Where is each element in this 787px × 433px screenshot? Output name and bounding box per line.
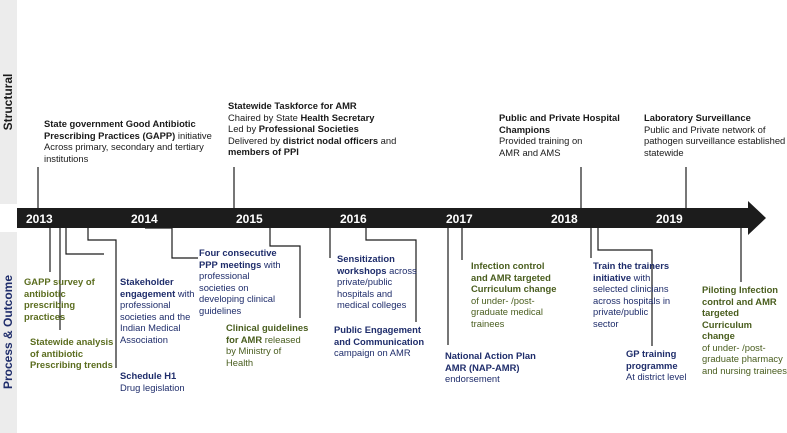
year-2013: 2013 <box>26 212 53 226</box>
statewide-analysis: Statewide analysis of antibiotic Prescribing trends <box>30 336 114 370</box>
year-2018: 2018 <box>551 212 578 226</box>
statewide-taskforce: Statewide Taskforce for AMR Chaired by State Health Secretary Led by Professional Societies Delivered by district nodal officers and members of PPI <box>228 100 397 157</box>
ppp-meetings: Four consecutive PPP meetings with professional societies on developing clinical guidelines <box>199 247 281 316</box>
year-2016: 2016 <box>340 212 367 226</box>
gapp-survey: GAPP survey of antibiotic prescribing practices <box>24 276 95 322</box>
year-2014: 2014 <box>131 212 158 226</box>
laboratory-surveillance: Laboratory Surveillance Public and Private network of pathogen surveillance established statewide <box>644 112 786 158</box>
year-2017: 2017 <box>446 212 473 226</box>
year-2015: 2015 <box>236 212 263 226</box>
piloting-curriculum: Piloting Infection control and AMR targeted Curriculum change of under- /post- graduate pharmacy and nursing trainees <box>702 284 787 376</box>
connector-ppp <box>145 228 198 258</box>
gp-training: GP training programme At district level <box>626 348 687 382</box>
sensitization-workshops: Sensitization workshops across private/public hospitals and medical colleges <box>337 253 417 310</box>
stakeholder-engagement: Stakeholder engagement with professional societies and the Indian Medical Association <box>120 276 195 345</box>
year-2019: 2019 <box>656 212 683 226</box>
connector-stakeholder <box>66 228 104 254</box>
public-engagement: Public Engagement and Communication campaign on AMR <box>334 324 425 358</box>
infection-control-curriculum: Infection control and AMR targeted Curriculum change of under- /post- graduate medical trainees <box>471 260 557 329</box>
hospital-champions: Public and Private Hospital Champions Provided training on AMR and AMS <box>499 112 620 158</box>
train-the-trainers: Train the trainers initiative with selected clinicians across hospitals in private/public sector <box>593 260 671 329</box>
structural-label: Structural <box>1 73 15 131</box>
national-action-plan: National Action Plan AMR (NAP-AMR) endorsement <box>445 350 536 384</box>
schedule-h1: Schedule H1 Drug legislation <box>120 370 185 393</box>
process-outcome-label: Process & Outcome <box>1 274 15 390</box>
clinical-guidelines: Clinical guidelines for AMR released by Ministry of Health <box>226 322 309 368</box>
gapp-initiative: State government Good Antibiotic Prescribing Practices (GAPP) initiative Across primary, secondary and tertiary institutions <box>44 118 212 164</box>
timeline-arrow <box>17 201 766 235</box>
